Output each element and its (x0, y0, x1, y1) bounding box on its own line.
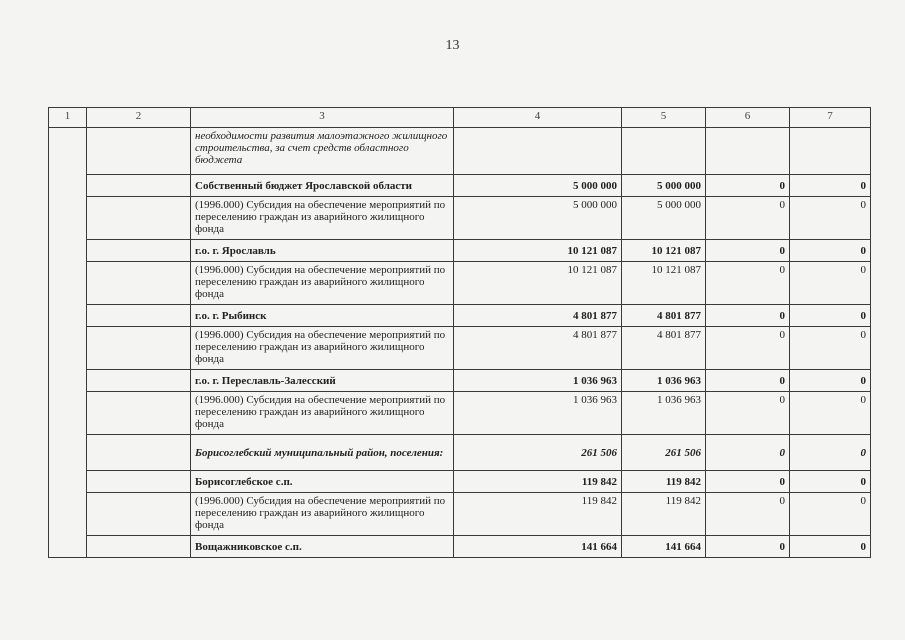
budget-group-row (49, 370, 871, 392)
value-col-6: 0 (706, 327, 790, 370)
value-col-5: 5 000 000 (622, 197, 706, 240)
value-col-6: 0 (706, 392, 790, 435)
value-col-4: 1 036 963 (454, 392, 622, 435)
value-col-4: 5 000 000 (454, 197, 622, 240)
value-cell (454, 128, 622, 175)
value-col-4: 141 664 (454, 536, 622, 558)
row-name: Борисоглебский муниципальный район, поселения: (191, 435, 454, 471)
value-col-5: 141 664 (622, 536, 706, 558)
subsidy-detail-row (49, 392, 871, 435)
value-col-4: 4 801 877 (454, 327, 622, 370)
budget-group-row (49, 175, 871, 197)
column-number-header-row (49, 108, 871, 128)
budget-group-row (49, 536, 871, 558)
row-name: г.о. г. Ярославль (191, 240, 454, 262)
value-col-4: 4 801 877 (454, 305, 622, 327)
value-col-5: 4 801 877 (622, 305, 706, 327)
column-header: 5 (622, 108, 706, 128)
page-number: 13 (445, 38, 460, 53)
value-col-7: 0 (790, 327, 871, 370)
row-name: (1996.000) Субсидия на обеспечение мероприятий по переселению граждан из аварийного жилищного фонда (191, 392, 454, 435)
value-col-6: 0 (706, 435, 790, 471)
column-2-cell (87, 493, 191, 536)
value-col-4: 10 121 087 (454, 262, 622, 305)
continuation-text: необходимости развития малоэтажного жилищного строительства, за счет средств областного бюджета (191, 128, 454, 175)
row-name: (1996.000) Субсидия на обеспечение мероприятий по переселению граждан из аварийного жилищного фонда (191, 262, 454, 305)
value-cell (706, 128, 790, 175)
value-col-6: 0 (706, 175, 790, 197)
column-2-cell (87, 128, 191, 175)
column-2-cell (87, 536, 191, 558)
value-col-5: 5 000 000 (622, 175, 706, 197)
value-col-7: 0 (790, 305, 871, 327)
value-cell (790, 128, 871, 175)
row-name: Вощажниковское с.п. (191, 536, 454, 558)
value-col-5: 4 801 877 (622, 327, 706, 370)
column-2-cell (87, 240, 191, 262)
continuation-row (49, 128, 871, 175)
value-col-7: 0 (790, 240, 871, 262)
value-col-6: 0 (706, 197, 790, 240)
column-header: 7 (790, 108, 871, 128)
column-header: 1 (49, 108, 87, 128)
value-col-6: 0 (706, 240, 790, 262)
budget-group-row (49, 435, 871, 471)
value-col-7: 0 (790, 370, 871, 392)
value-col-5: 119 842 (622, 471, 706, 493)
budget-group-row (49, 471, 871, 493)
value-col-5: 261 506 (622, 435, 706, 471)
row-name: (1996.000) Субсидия на обеспечение мероприятий по переселению граждан из аварийного жилищного фонда (191, 197, 454, 240)
column-header: 6 (706, 108, 790, 128)
value-col-6: 0 (706, 471, 790, 493)
subsidy-detail-row (49, 197, 871, 240)
value-cell (622, 128, 706, 175)
value-col-4: 119 842 (454, 493, 622, 536)
column-2-cell (87, 471, 191, 493)
value-col-5: 10 121 087 (622, 240, 706, 262)
value-col-7: 0 (790, 262, 871, 305)
value-col-7: 0 (790, 392, 871, 435)
column-2-cell (87, 305, 191, 327)
column-header: 4 (454, 108, 622, 128)
column-2-cell (87, 175, 191, 197)
row-name: г.о. г. Рыбинск (191, 305, 454, 327)
budget-group-row (49, 240, 871, 262)
row-name: (1996.000) Субсидия на обеспечение мероприятий по переселению граждан из аварийного жилищного фонда (191, 327, 454, 370)
budget-group-row (49, 305, 871, 327)
value-col-7: 0 (790, 471, 871, 493)
row-name: Собственный бюджет Ярославской области (191, 175, 454, 197)
column-2-cell (87, 392, 191, 435)
value-col-5: 10 121 087 (622, 262, 706, 305)
value-col-6: 0 (706, 305, 790, 327)
column-2-cell (87, 262, 191, 305)
value-col-4: 1 036 963 (454, 370, 622, 392)
value-col-4: 5 000 000 (454, 175, 622, 197)
row-name: (1996.000) Субсидия на обеспечение мероприятий по переселению граждан из аварийного жилищного фонда (191, 493, 454, 536)
row-name: Борисоглебское с.п. (191, 471, 454, 493)
subsidy-detail-row (49, 327, 871, 370)
value-col-6: 0 (706, 493, 790, 536)
subsidy-detail-row (49, 493, 871, 536)
column-header: 3 (191, 108, 454, 128)
value-col-6: 0 (706, 262, 790, 305)
value-col-7: 0 (790, 536, 871, 558)
value-col-7: 0 (790, 435, 871, 471)
budget-table (48, 107, 871, 558)
column-2-cell (87, 327, 191, 370)
value-col-7: 0 (790, 175, 871, 197)
subsidy-detail-row (49, 262, 871, 305)
value-col-6: 0 (706, 370, 790, 392)
value-col-5: 119 842 (622, 493, 706, 536)
column-2-cell (87, 197, 191, 240)
column-2-cell (87, 435, 191, 471)
value-col-5: 1 036 963 (622, 370, 706, 392)
value-col-7: 0 (790, 493, 871, 536)
value-col-4: 119 842 (454, 471, 622, 493)
value-col-4: 261 506 (454, 435, 622, 471)
value-col-7: 0 (790, 197, 871, 240)
value-col-5: 1 036 963 (622, 392, 706, 435)
value-col-4: 10 121 087 (454, 240, 622, 262)
column-1-cell (49, 128, 87, 558)
column-header: 2 (87, 108, 191, 128)
row-name: г.о. г. Переславль-Залесский (191, 370, 454, 392)
column-2-cell (87, 370, 191, 392)
value-col-6: 0 (706, 536, 790, 558)
